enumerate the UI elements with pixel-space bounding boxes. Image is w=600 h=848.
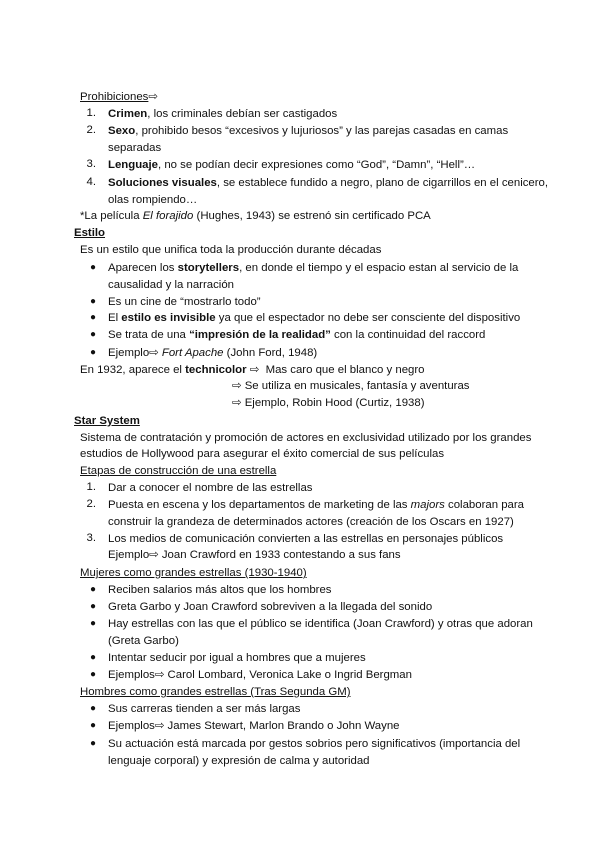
item-term: estilo es invisible <box>121 312 216 324</box>
item-text: Aparecen los <box>108 262 178 274</box>
prohibiciones-heading-text: Prohibiciones <box>80 91 149 103</box>
list-number: 1. <box>86 107 96 119</box>
bullet-icon: ● <box>90 262 97 273</box>
prohibiciones-heading <box>80 90 158 104</box>
list-number: 4. <box>86 176 96 188</box>
list-item: Dar a conocer el nombre de las estrellas <box>108 482 313 494</box>
item-term: Sexo <box>108 125 136 137</box>
item-text: , prohibido besos “excesivos y lujuriosos” y las parejas casadas en camas <box>135 125 509 137</box>
item-term: storytellers <box>177 262 240 274</box>
note-text: *La película <box>80 210 143 222</box>
list-item-continuation: separadas <box>108 142 162 154</box>
note-text: (Hughes, 1943) se estrenó sin certificado PCA <box>193 210 431 222</box>
item-term: technicolor <box>185 364 247 376</box>
item-text: , los criminales debían ser castigados <box>147 108 338 120</box>
list-item <box>108 311 520 325</box>
item-term: Soluciones visuales <box>108 177 217 189</box>
arrow-icon: ⇨ <box>148 91 158 103</box>
item-text: Mas caro que el blanco y negro <box>265 364 425 376</box>
list-item: Reciben salarios más altos que los hombres <box>108 584 332 596</box>
list-item: Su actuación está marcada por gestos sobrios pero significativos (importancia del <box>108 738 521 750</box>
item-text: con la continuidad del raccord <box>330 329 486 341</box>
list-item-continuation: causalidad y la narración <box>108 279 235 291</box>
item-text: , no se podían decir expresiones como “God”, “Damn”, “Hell”… <box>158 159 476 171</box>
list-item: Ejemplos⇨ James Stewart, Marlon Brando o John Wayne <box>108 720 400 732</box>
list-item <box>108 328 485 342</box>
film-title: Fort Apache <box>161 347 224 359</box>
list-item-continuation: construir la grandeza de determinados actores (creación de los Oscars en 1927) <box>108 516 514 528</box>
bullet-icon: ● <box>90 312 97 323</box>
bullet-icon: ● <box>90 347 97 358</box>
bullet-icon: ● <box>90 738 97 749</box>
list-item <box>108 107 337 121</box>
list-number: 2. <box>86 498 96 510</box>
list-number: 3. <box>86 532 96 544</box>
estilo-intro: Es un estilo que unifica toda la producción durante décadas <box>80 244 382 256</box>
list-item <box>108 498 524 512</box>
item-text: Puesta en escena y los departamentos de marketing de las <box>108 499 411 511</box>
item-text: , en donde el tiempo y el espacio estan al servicio de la <box>239 262 519 274</box>
star-system-intro: estudios de Hollywood para asegurar el éxito comercial de sus películas <box>80 448 445 460</box>
item-text: (John Ford, 1948) <box>223 347 318 359</box>
bullet-icon: ● <box>90 296 97 307</box>
list-item: Sus carreras tienden a ser más largas <box>108 703 301 715</box>
list-item <box>108 261 518 275</box>
list-number: 2. <box>86 124 96 136</box>
bullet-icon: ● <box>90 669 97 680</box>
list-item <box>108 346 317 360</box>
note-line <box>80 209 431 223</box>
bullet-icon: ● <box>90 703 97 714</box>
item-text: En 1932, aparece el <box>80 364 186 376</box>
list-item: Hay estrellas con las que el público se identifica (Joan Crawford) y otras que adoran <box>108 618 533 630</box>
arrow-icon: ⇨ <box>246 364 266 376</box>
list-item: Es un cine de “mostrarlo todo” <box>108 296 261 308</box>
item-term: majors <box>410 499 445 511</box>
item-text: El <box>108 312 122 324</box>
list-item: Intentar seducir por igual a hombres que a mujeres <box>108 652 366 664</box>
list-item-continuation: lenguaje corporal) y expresión de calma y autoridad <box>108 755 370 767</box>
technicolor-sub: ⇨ Se utiliza en musicales, fantasía y aventuras <box>232 380 470 392</box>
hombres-heading: Hombres como grandes estrellas (Tras Segunda GM) <box>80 686 351 698</box>
bullet-icon: ● <box>90 601 97 612</box>
technicolor-line <box>80 363 425 377</box>
list-item-continuation: olas rompiendo… <box>108 194 198 206</box>
list-number: 1. <box>86 481 96 493</box>
etapas-heading: Etapas de construcción de una estrella <box>80 465 277 477</box>
mujeres-heading: Mujeres como grandes estrellas (1930-1940) <box>80 567 307 579</box>
item-text: , se establece fundido a negro, plano de cigarrillos en el cenicero, <box>216 177 549 189</box>
note-film-title: El forajido <box>142 210 194 222</box>
item-text: Se trata de una <box>108 329 190 341</box>
item-term: Crimen <box>108 108 148 120</box>
bullet-icon: ● <box>90 652 97 663</box>
bullet-icon: ● <box>90 720 97 731</box>
list-item-continuation: (Greta Garbo) <box>108 635 179 647</box>
star-system-heading: Star System <box>74 415 140 427</box>
item-term: “impresión de la realidad” <box>189 329 331 341</box>
star-system-intro: Sistema de contratación y promoción de actores en exclusividad utilizado por los grandes <box>80 432 532 444</box>
list-item-continuation: Ejemplo⇨ Joan Crawford en 1933 contestando a sus fans <box>108 549 401 561</box>
bullet-icon: ● <box>90 618 97 629</box>
technicolor-sub: ⇨ Ejemplo, Robin Hood (Curtiz, 1938) <box>232 397 425 409</box>
bullet-icon: ● <box>90 584 97 595</box>
list-item <box>108 124 508 138</box>
list-item <box>108 176 548 190</box>
estilo-heading: Estilo <box>74 227 106 239</box>
arrow-icon: ⇨ <box>149 347 159 359</box>
item-text: ya que el espectador no debe ser consciente del dispositivo <box>215 312 521 324</box>
item-text: Ejemplo <box>108 347 150 359</box>
item-term: Lenguaje <box>108 159 159 171</box>
list-item: Ejemplos⇨ Carol Lombard, Veronica Lake o Ingrid Bergman <box>108 669 412 681</box>
list-number: 3. <box>86 158 96 170</box>
item-text: colaboran para <box>444 499 525 511</box>
list-item: Greta Garbo y Joan Crawford sobreviven a la llegada del sonido <box>108 601 433 613</box>
bullet-icon: ● <box>90 329 97 340</box>
list-item: Los medios de comunicación convierten a las estrellas en personajes públicos <box>108 533 504 545</box>
list-item <box>108 158 475 172</box>
